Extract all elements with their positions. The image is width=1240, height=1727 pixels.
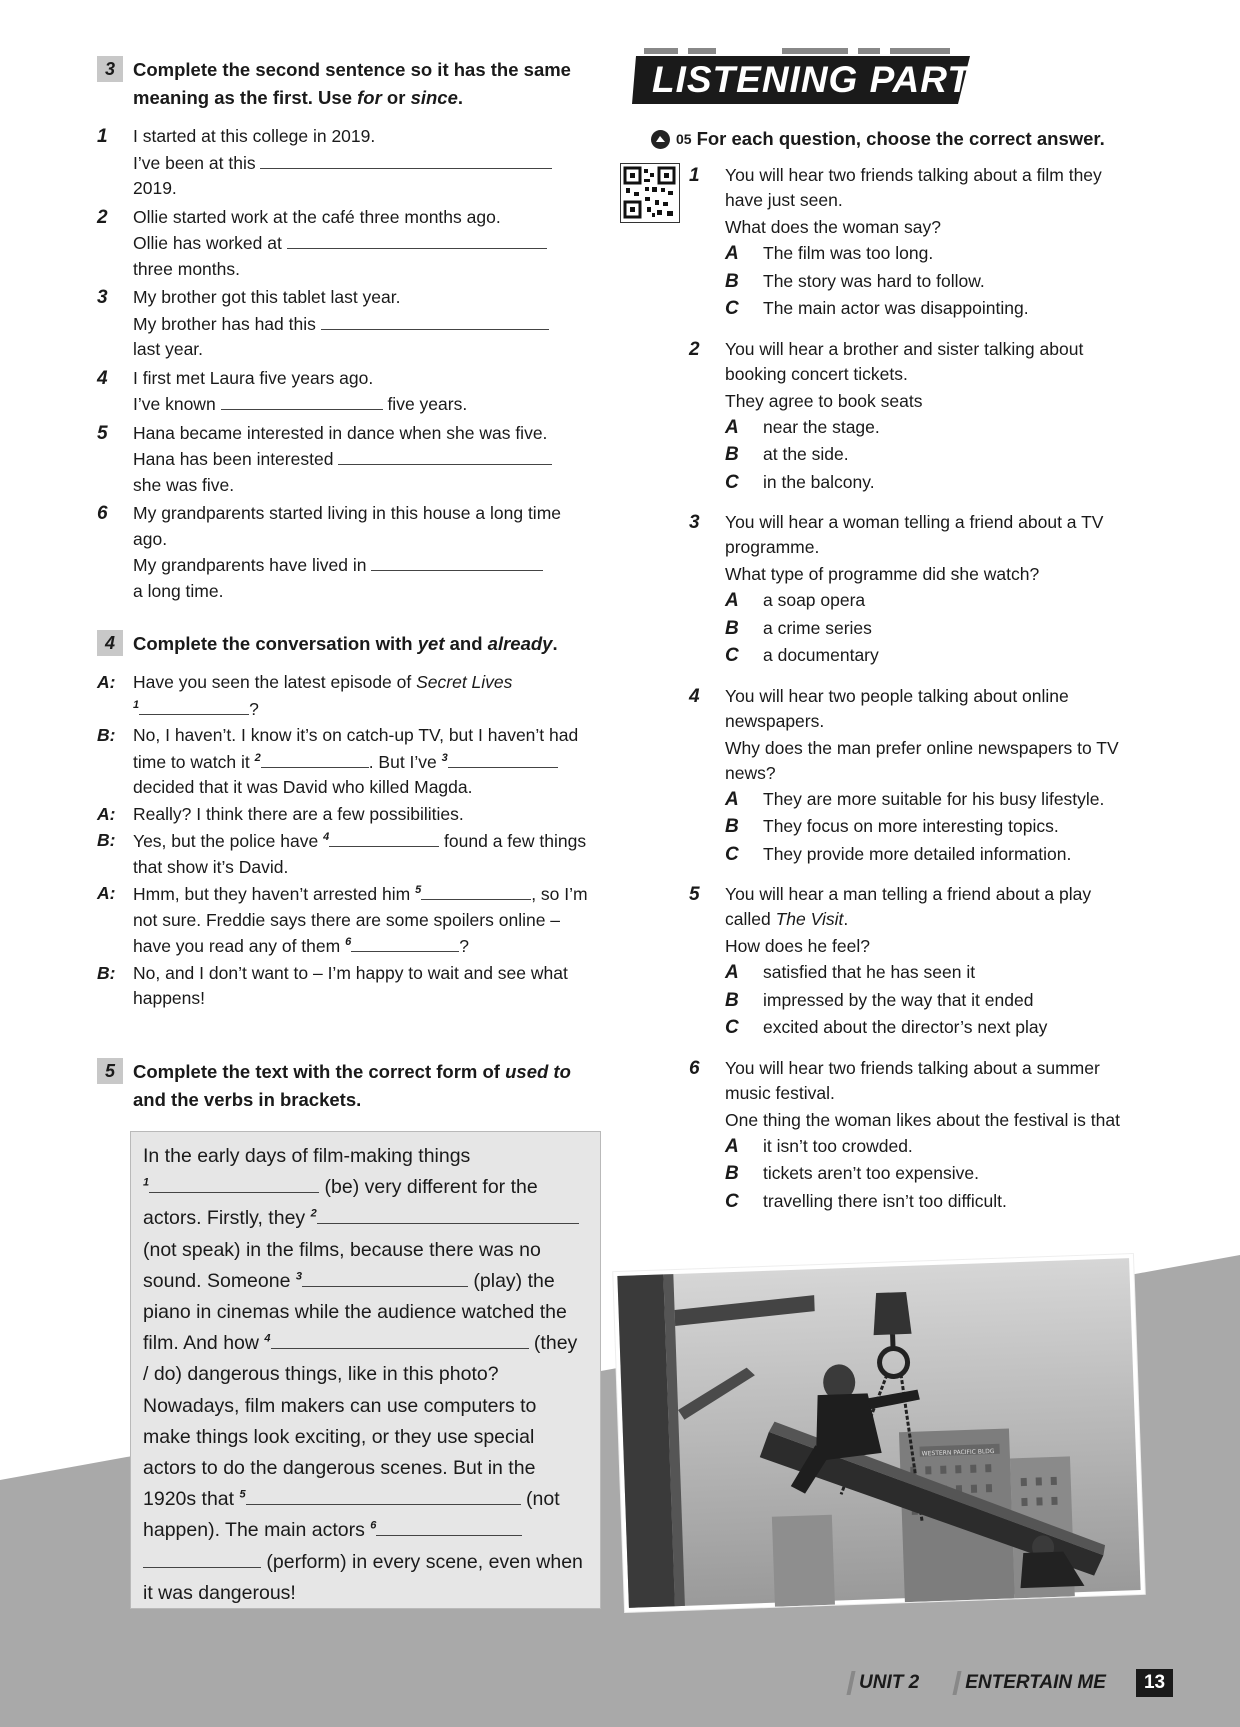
answer-option[interactable] — [689, 1188, 1139, 1216]
option-text: The story was hard to follow. — [763, 270, 985, 291]
gap-blank[interactable] — [302, 1268, 468, 1287]
text: (be) very different for the actors. Firstly, they — [143, 1176, 538, 1230]
item-text — [133, 421, 597, 499]
spacer — [689, 736, 725, 786]
option-text: tickets aren’t too expensive. — [763, 1163, 979, 1183]
item-text — [133, 285, 597, 363]
line-text — [133, 802, 597, 828]
second-sentence — [133, 150, 597, 202]
option-text: a documentary — [763, 645, 879, 665]
text: No, and I don’t want to – I’m happy to wait and see what happens! — [133, 962, 568, 1008]
exercise-item — [97, 501, 597, 604]
option-text: near the stage. — [763, 416, 880, 437]
question-context — [725, 510, 1139, 560]
item-number: 3 — [97, 287, 108, 308]
gap-blank[interactable] — [317, 1205, 579, 1224]
option-letter: B — [725, 1163, 739, 1184]
gap-number: 3 — [441, 751, 448, 764]
item-text — [133, 501, 597, 604]
question-context — [725, 1056, 1139, 1106]
option-letter: A — [725, 962, 739, 983]
exercise-number: 5 — [97, 1058, 123, 1084]
option-letter: C — [725, 843, 739, 865]
exercise-3-items — [97, 124, 597, 604]
sentence-start: My grandparents have lived in — [133, 555, 367, 575]
exercise-instruction: Complete the second sentence so it has the same meaning as the first. Use for or since. — [133, 59, 571, 108]
spacer — [689, 240, 725, 268]
gap-number: 4 — [264, 1332, 271, 1345]
prompt-text: Why does the man prefer online newspapers to TV news? — [725, 737, 1119, 783]
speaker-label: B: — [97, 962, 116, 983]
listening-question — [689, 1056, 1139, 1216]
exercise-item — [97, 366, 597, 418]
option-letter: C — [725, 1190, 739, 1212]
question-row — [689, 510, 1139, 560]
answer-option[interactable] — [689, 786, 1139, 814]
text: ? — [249, 698, 259, 719]
option-text: in the balcony. — [763, 471, 875, 492]
answer-blank[interactable] — [260, 150, 552, 169]
question-number: 2 — [689, 338, 700, 360]
answer-option[interactable] — [689, 469, 1139, 497]
text: Yes, but the police have — [133, 831, 324, 851]
option-text: satisfied that he has seen it — [763, 962, 976, 982]
option-text: it isn’t too crowded. — [763, 1135, 913, 1156]
exercise-3 — [97, 56, 597, 604]
question-prompt — [689, 736, 1139, 786]
sentence-start: I’ve known — [133, 394, 216, 414]
answer-option[interactable] — [689, 813, 1139, 841]
text: In the early days of film-making things — [143, 1145, 471, 1167]
context-text: You will hear two friends talking about a film they have just seen. — [725, 165, 1102, 210]
question-context — [725, 882, 1139, 932]
answer-blank[interactable] — [338, 446, 552, 465]
gap-number: 1 — [133, 698, 140, 711]
conversation-line — [97, 723, 597, 801]
spacer — [689, 587, 725, 615]
context-text: You will hear a woman telling a friend about a TV programme. — [725, 512, 1104, 557]
prompt-text: What type of programme did she watch? — [725, 564, 1040, 584]
gap-blank[interactable] — [149, 1174, 319, 1193]
question-number: 4 — [689, 685, 700, 707]
question-row — [689, 163, 1139, 213]
exercise-item — [97, 285, 597, 363]
spacer — [689, 389, 725, 414]
option-letter: A — [725, 590, 739, 611]
option-text: They are more suitable for his busy lifestyle. — [763, 788, 1105, 809]
answer-blank[interactable] — [321, 311, 549, 330]
answer-option[interactable] — [689, 441, 1139, 469]
question-row — [689, 684, 1139, 734]
spacer — [689, 441, 725, 469]
track-number: 05 — [676, 131, 692, 147]
text: (they / do) dangerous things, like in this photo? Nowadays, film makers can use computers to make things look exciting, or they use special actors to do the dangerous scenes. But in the 1920s that — [143, 1332, 578, 1511]
first-sentence: My brother got this tablet last year. — [133, 287, 401, 307]
text: Hmm, but they haven’t arrested him — [133, 884, 416, 904]
prompt-text: They agree to book seats — [725, 390, 923, 411]
sentence-start: Hana has been interested — [133, 449, 334, 469]
footer — [849, 1668, 1173, 1698]
question-prompt — [689, 215, 1139, 240]
sentence-end: five years. — [387, 394, 468, 414]
exercise-item — [97, 124, 597, 202]
item-text — [133, 124, 597, 202]
spacer — [689, 562, 725, 587]
text: Really? I think there are a few possibilities. — [133, 803, 464, 824]
sentence-end: 2019. — [133, 178, 177, 198]
exercise-5 — [97, 1058, 597, 1114]
show-title: Secret Lives — [416, 672, 513, 692]
exercise-5-heading — [97, 1058, 597, 1114]
option-text: The film was too long. — [763, 243, 934, 263]
line-text — [133, 881, 597, 960]
answer-option[interactable] — [689, 268, 1139, 296]
footer-title: ENTERTAIN ME — [965, 1672, 1106, 1693]
option-letter: A — [725, 788, 739, 810]
answer-blank[interactable] — [139, 696, 249, 715]
conversation — [97, 670, 597, 1012]
steel-beam-photo — [613, 1254, 1145, 1612]
speaker-label: B: — [97, 830, 116, 850]
question-row — [689, 882, 1139, 932]
footer-unit: UNIT 2 — [859, 1672, 920, 1693]
audio-icon[interactable] — [651, 130, 670, 149]
conversation-line — [97, 881, 597, 960]
option-letter: B — [725, 989, 739, 1011]
option-letter: A — [725, 243, 739, 264]
spacer — [689, 1014, 725, 1042]
gap-blank[interactable] — [376, 1517, 522, 1536]
question-number: 6 — [689, 1057, 700, 1079]
context-text: You will hear two people talking about online newspapers. — [725, 685, 1069, 731]
item-number: 2 — [97, 206, 108, 228]
spacer — [689, 841, 725, 869]
answer-option[interactable] — [689, 587, 1139, 615]
exercise-item — [97, 421, 597, 499]
question-prompt — [689, 389, 1139, 414]
spacer — [689, 268, 725, 296]
line-text — [133, 723, 597, 801]
listening-question — [689, 163, 1139, 323]
answer-option[interactable] — [689, 615, 1139, 643]
text: Have you seen the latest episode of — [133, 672, 417, 692]
answer-option[interactable] — [689, 414, 1139, 442]
first-sentence: My grandparents started living in this house a long time ago. — [133, 503, 562, 549]
question-prompt — [689, 1108, 1139, 1133]
spacer — [689, 1188, 725, 1216]
question-row — [689, 337, 1139, 387]
option-letter: C — [725, 298, 739, 319]
sentence-start: My brother has had this — [133, 313, 316, 334]
second-sentence — [133, 446, 597, 498]
answer-blank[interactable] — [351, 933, 459, 952]
answer-blank[interactable] — [221, 391, 383, 410]
qr-code[interactable] — [620, 163, 680, 223]
speaker-label: A: — [97, 803, 116, 824]
sentence-start: Ollie has worked at — [133, 233, 282, 253]
listening-questions — [689, 163, 1139, 1229]
question-row — [689, 1056, 1139, 1106]
text: (perform) in every scene, even when it was dangerous! — [143, 1550, 583, 1604]
spacer — [689, 414, 725, 442]
speaker-label: A: — [97, 672, 116, 692]
option-text: impressed by the way that it ended — [763, 989, 1034, 1010]
spacer — [689, 1133, 725, 1161]
footer-slash-icon — [953, 1671, 962, 1695]
option-letter: B — [725, 444, 739, 465]
option-letter: B — [725, 270, 739, 292]
prompt-text: What does the woman say? — [725, 217, 941, 237]
second-sentence — [133, 391, 597, 418]
first-sentence: I started at this college in 2019. — [133, 126, 376, 146]
text: (play) the piano in cinemas while the audience watched the film. And how — [143, 1269, 567, 1355]
option-text: at the side. — [763, 444, 849, 464]
gap-blank[interactable] — [143, 1549, 261, 1568]
context-text: You will hear two friends talking about a summer music festival. — [725, 1057, 1100, 1103]
answer-blank[interactable] — [329, 828, 439, 847]
context-text: You will hear a man telling a friend about a play called — [725, 884, 1092, 929]
sentence-end: she was five. — [133, 474, 235, 495]
listening-question — [689, 882, 1139, 1042]
listening-banner — [632, 48, 1004, 108]
line-text — [133, 670, 597, 722]
speaker-label: A: — [97, 883, 116, 903]
first-sentence: I first met Laura five years ago. — [133, 367, 374, 388]
exercise-3-heading — [97, 56, 597, 112]
listening-instruction — [651, 126, 1131, 152]
gap-number: 3 — [295, 1270, 302, 1283]
gap-number: 4 — [323, 831, 330, 844]
line-text — [133, 828, 597, 880]
sentence-end: a long time. — [133, 580, 224, 601]
second-sentence — [133, 230, 597, 282]
spacer — [689, 615, 725, 643]
listening-question — [689, 510, 1139, 670]
question-prompt — [689, 562, 1139, 587]
option-text: travelling there isn’t too difficult. — [763, 1190, 1007, 1211]
first-sentence: Hana became interested in dance when she was five. — [133, 422, 548, 443]
answer-blank[interactable] — [261, 749, 369, 768]
answer-blank[interactable] — [287, 230, 547, 249]
gap-number: 5 — [415, 884, 422, 897]
gap-number: 1 — [143, 1176, 150, 1189]
question-number: 1 — [689, 165, 700, 186]
answer-option[interactable] — [689, 959, 1139, 987]
instruction-text: For each question, choose the correct answer. — [696, 128, 1105, 149]
text: (not speak) in the films, because there was no sound. Someone — [143, 1238, 541, 1292]
question-prompt — [689, 934, 1139, 959]
item-number: 4 — [97, 367, 108, 389]
text: ? — [459, 936, 469, 956]
option-letter: A — [725, 1135, 739, 1157]
context-text: . — [843, 909, 849, 929]
spacer — [689, 934, 725, 959]
listening-question — [689, 684, 1139, 869]
item-number: 5 — [97, 422, 108, 444]
context-text: You will hear a brother and sister talking about booking concert tickets. — [725, 338, 1084, 384]
spacer — [689, 786, 725, 814]
text: found a few things that show it’s David. — [133, 831, 587, 877]
question-number: 5 — [689, 884, 700, 905]
speaker-label: B: — [97, 725, 116, 745]
gap-blank[interactable] — [271, 1330, 529, 1349]
question-context — [725, 337, 1139, 387]
option-text: The main actor was disappointing. — [763, 298, 1029, 318]
question-number: 3 — [689, 512, 700, 533]
conversation-line — [97, 670, 597, 722]
exercise-4 — [97, 630, 597, 1012]
play-title: The Visit — [775, 909, 844, 929]
page-number: 13 — [1136, 1669, 1173, 1697]
listening-question — [689, 337, 1139, 497]
option-text: a crime series — [763, 617, 872, 638]
gap-number: 2 — [310, 1207, 317, 1220]
conversation-line — [97, 802, 597, 828]
text: No, I haven’t. I know it’s on catch-up TV, but I haven’t had time to watch it — [133, 725, 579, 772]
option-letter: C — [725, 471, 739, 493]
exercise-item — [97, 205, 597, 283]
item-text — [133, 205, 597, 283]
spacer — [689, 987, 725, 1015]
answer-option[interactable] — [689, 642, 1139, 670]
conversation-line — [97, 828, 597, 880]
answer-option[interactable] — [689, 1160, 1139, 1188]
first-sentence: Ollie started work at the café three months ago. — [133, 206, 501, 227]
building-sign: WESTERN PACIFIC BLDG — [921, 1447, 995, 1458]
option-letter: C — [725, 645, 739, 666]
option-letter: B — [725, 617, 739, 639]
spacer — [689, 295, 725, 323]
spacer — [689, 959, 725, 987]
question-context — [725, 163, 1139, 213]
option-letter: C — [725, 1017, 739, 1038]
line-text — [133, 961, 597, 1012]
exercise-number: 4 — [97, 630, 123, 656]
answer-option[interactable] — [689, 987, 1139, 1015]
prompt-text: How does he feel? — [725, 936, 870, 956]
text: decided that it was David who killed Magda. — [133, 777, 473, 797]
conversation-line — [97, 961, 597, 1012]
gap-number: 6 — [345, 936, 352, 949]
gap-fill-text-box — [130, 1131, 601, 1609]
text: . But I’ve — [368, 751, 442, 772]
gap-number: 2 — [254, 751, 261, 764]
option-letter: B — [725, 816, 739, 837]
spacer — [689, 1108, 725, 1133]
answer-option[interactable] — [689, 1133, 1139, 1161]
gap-number: 6 — [370, 1519, 377, 1532]
answer-option[interactable] — [689, 240, 1139, 268]
spacer — [689, 1160, 725, 1188]
banner-title: LISTENING PART 2 — [652, 59, 1004, 100]
item-number: 1 — [97, 126, 108, 147]
second-sentence — [133, 311, 597, 363]
option-text: They provide more detailed information. — [763, 843, 1072, 864]
option-text: excited about the director’s next play — [763, 1017, 1048, 1037]
gap-number: 5 — [239, 1488, 246, 1501]
item-text — [133, 366, 597, 418]
exercise-instruction: Complete the text with the correct form of used to and the verbs in brackets. — [133, 1061, 571, 1110]
exercise-number: 3 — [97, 56, 123, 82]
spacer — [689, 642, 725, 670]
option-letter: A — [725, 416, 739, 438]
gap-blank[interactable] — [246, 1486, 521, 1505]
option-text: They focus on more interesting topics. — [763, 816, 1059, 836]
item-number: 6 — [97, 503, 108, 524]
option-text: a soap opera — [763, 590, 866, 610]
text: (not happen). The main actors — [143, 1488, 560, 1542]
stunt-photo — [613, 1254, 1145, 1612]
sentence-end: three months. — [133, 258, 240, 279]
answer-blank[interactable] — [421, 881, 531, 900]
question-context — [725, 684, 1139, 734]
text: , so I’m not sure. Freddie says there are some spoilers online – have you read any of them — [133, 884, 588, 956]
exercise-4-heading — [97, 630, 597, 658]
exercise-instruction: Complete the conversation with yet and already. — [133, 633, 558, 654]
second-sentence — [133, 552, 597, 604]
sentence-end: last year. — [133, 339, 204, 359]
answer-blank[interactable] — [371, 552, 543, 571]
sentence-start: I’ve been at this — [133, 152, 256, 173]
spacer — [689, 813, 725, 841]
answer-option[interactable] — [689, 295, 1139, 323]
answer-option[interactable] — [689, 841, 1139, 869]
spacer — [689, 215, 725, 240]
spacer — [689, 469, 725, 497]
qr-code-icon — [621, 164, 678, 221]
prompt-text: One thing the woman likes about the festival is that — [725, 1109, 1120, 1130]
answer-blank[interactable] — [448, 749, 558, 768]
answer-option[interactable] — [689, 1014, 1139, 1042]
